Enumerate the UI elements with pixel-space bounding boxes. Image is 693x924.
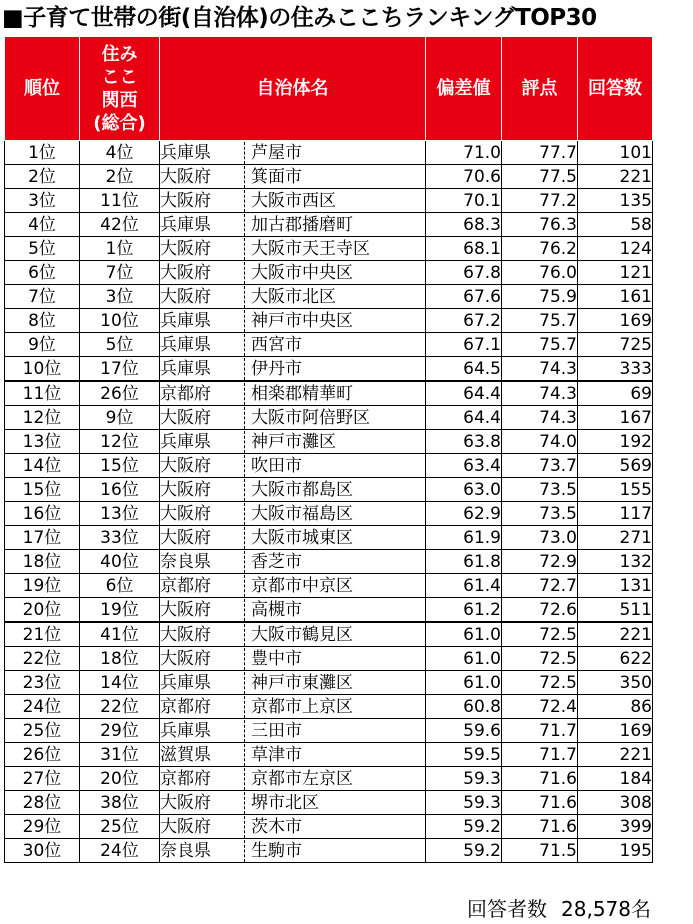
table-row (5, 598, 653, 623)
city-name: 箕面市 (251, 166, 302, 187)
responses-cell: 308 (578, 791, 653, 815)
rank-cell: 3位 (5, 189, 80, 213)
municipality-cell (160, 719, 426, 743)
prefecture-name: 大阪府 (160, 503, 245, 525)
municipality-cell (160, 550, 426, 574)
responses-cell: 124 (578, 237, 653, 261)
prefecture-name: 兵庫県 (160, 720, 245, 742)
score-cell: 73.5 (502, 478, 578, 502)
rank-cell: 14位 (5, 454, 80, 478)
city-name: 大阪市阿倍野区 (251, 407, 370, 428)
rank-cell: 16位 (5, 502, 80, 526)
score-cell: 73.7 (502, 454, 578, 478)
municipality-cell (160, 502, 426, 526)
city-name: 生駒市 (251, 840, 302, 861)
score-cell: 74.3 (502, 406, 578, 430)
deviation-cell: 63.4 (426, 454, 502, 478)
prefecture-name: 大阪府 (160, 479, 245, 501)
responses-cell: 221 (578, 622, 653, 647)
deviation-cell: 71.0 (426, 141, 502, 165)
city-name: 加古郡播磨町 (251, 214, 353, 235)
table-row (5, 839, 653, 863)
responses-cell: 86 (578, 695, 653, 719)
municipality-cell (160, 743, 426, 767)
rank-cell: 19位 (5, 574, 80, 598)
kansai-rank-cell: 17位 (80, 357, 160, 382)
score-cell: 76.2 (502, 237, 578, 261)
prefecture-name: 大阪府 (160, 262, 245, 284)
score-cell: 77.2 (502, 189, 578, 213)
responses-cell: 333 (578, 357, 653, 382)
responses-cell: 169 (578, 719, 653, 743)
city-name: 神戸市東灘区 (251, 672, 353, 693)
kansai-rank-cell: 41位 (80, 622, 160, 647)
deviation-cell: 64.5 (426, 357, 502, 382)
score-cell: 74.3 (502, 381, 578, 406)
rank-cell: 10位 (5, 357, 80, 382)
municipality-cell (160, 839, 426, 863)
rank-cell: 13位 (5, 430, 80, 454)
score-cell: 72.9 (502, 550, 578, 574)
respondent-total (467, 896, 651, 922)
prefecture-name: 大阪府 (160, 527, 245, 549)
city-name: 豊中市 (251, 648, 302, 669)
prefecture-name: 京都府 (160, 696, 245, 718)
respondent-count: 28,578名 (561, 897, 651, 921)
score-cell: 75.7 (502, 309, 578, 333)
table-row (5, 454, 653, 478)
rank-cell: 26位 (5, 743, 80, 767)
responses-cell: 511 (578, 598, 653, 623)
municipality-cell (160, 791, 426, 815)
header-score: 評点 (502, 37, 578, 141)
table-row (5, 502, 653, 526)
table-row (5, 719, 653, 743)
header-municipality: 自治体名 (160, 37, 426, 141)
rank-cell: 7位 (5, 285, 80, 309)
municipality-cell (160, 381, 426, 406)
responses-cell: 169 (578, 309, 653, 333)
table-row (5, 237, 653, 261)
score-cell: 72.5 (502, 647, 578, 671)
kansai-rank-cell: 40位 (80, 550, 160, 574)
rank-cell: 29位 (5, 815, 80, 839)
kansai-rank-cell: 19位 (80, 598, 160, 623)
table-row (5, 406, 653, 430)
header-responses: 回答数 (578, 37, 653, 141)
deviation-cell: 67.1 (426, 333, 502, 357)
deviation-cell: 61.0 (426, 671, 502, 695)
city-name: 吹田市 (251, 455, 302, 476)
city-name: 高槻市 (251, 599, 302, 620)
municipality-cell (160, 526, 426, 550)
deviation-cell: 59.2 (426, 839, 502, 863)
score-cell: 71.6 (502, 767, 578, 791)
responses-cell: 221 (578, 743, 653, 767)
kansai-rank-cell: 24位 (80, 839, 160, 863)
deviation-cell: 61.4 (426, 574, 502, 598)
table-row (5, 165, 653, 189)
prefecture-name: 兵庫県 (160, 672, 245, 694)
table-row (5, 261, 653, 285)
score-cell: 71.6 (502, 815, 578, 839)
rank-cell: 2位 (5, 165, 80, 189)
city-name: 京都市上京区 (251, 696, 353, 717)
deviation-cell: 61.0 (426, 622, 502, 647)
kansai-rank-cell: 33位 (80, 526, 160, 550)
prefecture-name: 大阪府 (160, 648, 245, 670)
rank-cell: 4位 (5, 213, 80, 237)
rank-cell: 12位 (5, 406, 80, 430)
rank-cell: 24位 (5, 695, 80, 719)
header-deviation: 偏差値 (426, 37, 502, 141)
kansai-rank-cell: 31位 (80, 743, 160, 767)
rank-cell: 15位 (5, 478, 80, 502)
prefecture-name: 兵庫県 (160, 214, 245, 236)
kansai-rank-cell: 42位 (80, 213, 160, 237)
prefecture-name: 大阪府 (160, 407, 245, 429)
deviation-cell: 59.5 (426, 743, 502, 767)
city-name: 伊丹市 (251, 358, 302, 379)
deviation-cell: 67.2 (426, 309, 502, 333)
rank-cell: 22位 (5, 647, 80, 671)
rank-cell: 8位 (5, 309, 80, 333)
kansai-rank-cell: 11位 (80, 189, 160, 213)
rank-cell: 30位 (5, 839, 80, 863)
deviation-cell: 70.1 (426, 189, 502, 213)
responses-cell: 135 (578, 189, 653, 213)
deviation-cell: 64.4 (426, 381, 502, 406)
municipality-cell (160, 213, 426, 237)
rank-cell: 28位 (5, 791, 80, 815)
city-name: 大阪市城東区 (251, 527, 353, 548)
table-row (5, 815, 653, 839)
table-row (5, 430, 653, 454)
table-row (5, 574, 653, 598)
score-cell: 72.6 (502, 598, 578, 623)
kansai-rank-cell: 5位 (80, 333, 160, 357)
deviation-cell: 62.9 (426, 502, 502, 526)
score-cell: 77.5 (502, 165, 578, 189)
responses-cell: 725 (578, 333, 653, 357)
table-row (5, 189, 653, 213)
municipality-cell (160, 574, 426, 598)
kansai-rank-cell: 22位 (80, 695, 160, 719)
table-row (5, 285, 653, 309)
deviation-cell: 59.3 (426, 791, 502, 815)
table-row (5, 213, 653, 237)
score-cell: 74.3 (502, 357, 578, 382)
prefecture-name: 大阪府 (160, 166, 245, 188)
kansai-rank-cell: 7位 (80, 261, 160, 285)
deviation-cell: 59.6 (426, 719, 502, 743)
header-kansai-rank (80, 37, 160, 141)
rank-cell: 11位 (5, 381, 80, 406)
prefecture-name: 兵庫県 (160, 358, 245, 380)
prefecture-name: 大阪府 (160, 238, 245, 260)
responses-cell: 192 (578, 430, 653, 454)
rank-cell: 1位 (5, 141, 80, 165)
city-name: 茨木市 (251, 816, 302, 837)
deviation-cell: 61.8 (426, 550, 502, 574)
rank-cell: 21位 (5, 622, 80, 647)
municipality-cell (160, 767, 426, 791)
score-cell: 71.5 (502, 839, 578, 863)
municipality-cell (160, 695, 426, 719)
table-row (5, 526, 653, 550)
municipality-cell (160, 309, 426, 333)
kansai-rank-cell: 16位 (80, 478, 160, 502)
city-name: 大阪市福島区 (251, 503, 353, 524)
kansai-rank-cell: 14位 (80, 671, 160, 695)
score-cell: 71.7 (502, 719, 578, 743)
header-kansai-line: (総合) (93, 112, 146, 134)
score-cell: 72.5 (502, 622, 578, 647)
prefecture-name: 滋賀県 (160, 744, 245, 766)
score-cell: 73.5 (502, 502, 578, 526)
rank-cell: 23位 (5, 671, 80, 695)
score-cell: 75.7 (502, 333, 578, 357)
kansai-rank-cell: 29位 (80, 719, 160, 743)
table-row (5, 647, 653, 671)
responses-cell: 271 (578, 526, 653, 550)
responses-cell: 195 (578, 839, 653, 863)
score-cell: 71.6 (502, 791, 578, 815)
municipality-cell (160, 141, 426, 165)
city-name: 相楽郡精華町 (251, 383, 353, 404)
city-name: 大阪市天王寺区 (251, 238, 370, 259)
score-cell: 74.0 (502, 430, 578, 454)
deviation-cell: 60.8 (426, 695, 502, 719)
prefecture-name: 大阪府 (160, 816, 245, 838)
city-name: 大阪市鶴見区 (251, 624, 353, 645)
kansai-rank-cell: 12位 (80, 430, 160, 454)
score-cell: 73.0 (502, 526, 578, 550)
table-row (5, 767, 653, 791)
prefecture-name: 京都府 (160, 575, 245, 597)
kansai-rank-cell: 2位 (80, 165, 160, 189)
deviation-cell: 61.0 (426, 647, 502, 671)
ranking-table (4, 36, 653, 863)
responses-cell: 161 (578, 285, 653, 309)
rank-cell: 9位 (5, 333, 80, 357)
responses-cell: 117 (578, 502, 653, 526)
deviation-cell: 61.9 (426, 526, 502, 550)
responses-cell: 132 (578, 550, 653, 574)
respondent-label: 回答者数 (467, 897, 548, 921)
deviation-cell: 67.6 (426, 285, 502, 309)
kansai-rank-cell: 9位 (80, 406, 160, 430)
score-cell: 75.9 (502, 285, 578, 309)
kansai-rank-cell: 3位 (80, 285, 160, 309)
deviation-cell: 67.8 (426, 261, 502, 285)
table-body (5, 141, 653, 863)
municipality-cell (160, 430, 426, 454)
kansai-rank-cell: 1位 (80, 237, 160, 261)
kansai-rank-cell: 6位 (80, 574, 160, 598)
city-name: 神戸市中央区 (251, 310, 353, 331)
kansai-rank-cell: 25位 (80, 815, 160, 839)
kansai-rank-cell: 38位 (80, 791, 160, 815)
kansai-rank-cell: 10位 (80, 309, 160, 333)
responses-cell: 184 (578, 767, 653, 791)
municipality-cell (160, 165, 426, 189)
rank-cell: 20位 (5, 598, 80, 623)
municipality-cell (160, 671, 426, 695)
table-row (5, 333, 653, 357)
municipality-cell (160, 237, 426, 261)
municipality-cell (160, 647, 426, 671)
header-kansai-line: 関西 (101, 89, 138, 111)
prefecture-name: 兵庫県 (160, 310, 245, 332)
rank-cell: 27位 (5, 767, 80, 791)
city-name: 堺市北区 (251, 792, 319, 813)
prefecture-name: 兵庫県 (160, 142, 245, 164)
header-rank: 順位 (5, 37, 80, 141)
header-kansai-line: ここ (101, 66, 138, 88)
deviation-cell: 64.4 (426, 406, 502, 430)
rank-cell: 25位 (5, 719, 80, 743)
score-cell: 71.7 (502, 743, 578, 767)
deviation-cell: 63.0 (426, 478, 502, 502)
table-row (5, 309, 653, 333)
table-row (5, 791, 653, 815)
table-row (5, 550, 653, 574)
city-name: 京都市中京区 (251, 575, 353, 596)
deviation-cell: 68.1 (426, 237, 502, 261)
prefecture-name: 京都府 (160, 383, 245, 405)
deviation-cell: 68.3 (426, 213, 502, 237)
page-title: ■子育て世帯の街(自治体)の住みここちランキングTOP30 (2, 5, 597, 31)
responses-cell: 155 (578, 478, 653, 502)
responses-cell: 221 (578, 165, 653, 189)
table-row (5, 141, 653, 165)
city-name: 草津市 (251, 744, 302, 765)
rank-cell: 6位 (5, 261, 80, 285)
prefecture-name: 大阪府 (160, 599, 245, 621)
score-cell: 76.3 (502, 213, 578, 237)
municipality-cell (160, 285, 426, 309)
kansai-rank-cell: 15位 (80, 454, 160, 478)
city-name: 神戸市灘区 (251, 431, 336, 452)
rank-cell: 5位 (5, 237, 80, 261)
responses-cell: 167 (578, 406, 653, 430)
table-row (5, 743, 653, 767)
city-name: 芦屋市 (251, 142, 302, 163)
responses-cell: 569 (578, 454, 653, 478)
prefecture-name: 奈良県 (160, 551, 245, 573)
rank-cell: 18位 (5, 550, 80, 574)
score-cell: 77.7 (502, 141, 578, 165)
responses-cell: 58 (578, 213, 653, 237)
prefecture-name: 大阪府 (160, 792, 245, 814)
municipality-cell (160, 598, 426, 623)
deviation-cell: 63.8 (426, 430, 502, 454)
deviation-cell: 59.2 (426, 815, 502, 839)
prefecture-name: 大阪府 (160, 455, 245, 477)
table-header-row (5, 37, 653, 141)
score-cell: 72.7 (502, 574, 578, 598)
city-name: 三田市 (251, 720, 302, 741)
prefecture-name: 大阪府 (160, 286, 245, 308)
municipality-cell (160, 815, 426, 839)
municipality-cell (160, 357, 426, 382)
municipality-cell (160, 454, 426, 478)
table-row (5, 381, 653, 406)
table-row (5, 695, 653, 719)
score-cell: 72.5 (502, 671, 578, 695)
municipality-cell (160, 406, 426, 430)
deviation-cell: 61.2 (426, 598, 502, 623)
city-name: 香芝市 (251, 551, 302, 572)
responses-cell: 121 (578, 261, 653, 285)
kansai-rank-cell: 18位 (80, 647, 160, 671)
score-cell: 76.0 (502, 261, 578, 285)
table-row (5, 622, 653, 647)
municipality-cell (160, 333, 426, 357)
city-name: 大阪市中央区 (251, 262, 353, 283)
city-name: 大阪市北区 (251, 286, 336, 307)
city-name: 京都市左京区 (251, 768, 353, 789)
prefecture-name: 大阪府 (160, 190, 245, 212)
table-row (5, 478, 653, 502)
prefecture-name: 兵庫県 (160, 431, 245, 453)
municipality-cell (160, 622, 426, 647)
kansai-rank-cell: 13位 (80, 502, 160, 526)
responses-cell: 69 (578, 381, 653, 406)
deviation-cell: 59.3 (426, 767, 502, 791)
deviation-cell: 70.6 (426, 165, 502, 189)
municipality-cell (160, 261, 426, 285)
city-name: 西宮市 (251, 334, 302, 355)
responses-cell: 350 (578, 671, 653, 695)
responses-cell: 101 (578, 141, 653, 165)
city-name: 大阪市都島区 (251, 479, 353, 500)
kansai-rank-cell: 26位 (80, 381, 160, 406)
prefecture-name: 大阪府 (160, 624, 245, 646)
header-kansai-line: 住み (101, 43, 138, 65)
responses-cell: 399 (578, 815, 653, 839)
prefecture-name: 京都府 (160, 768, 245, 790)
kansai-rank-cell: 20位 (80, 767, 160, 791)
table-row (5, 357, 653, 382)
municipality-cell (160, 478, 426, 502)
rank-cell: 17位 (5, 526, 80, 550)
city-name: 大阪市西区 (251, 190, 336, 211)
prefecture-name: 兵庫県 (160, 334, 245, 356)
score-cell: 72.4 (502, 695, 578, 719)
prefecture-name: 奈良県 (160, 840, 245, 862)
municipality-cell (160, 189, 426, 213)
responses-cell: 622 (578, 647, 653, 671)
table-row (5, 671, 653, 695)
responses-cell: 131 (578, 574, 653, 598)
kansai-rank-cell: 4位 (80, 141, 160, 165)
